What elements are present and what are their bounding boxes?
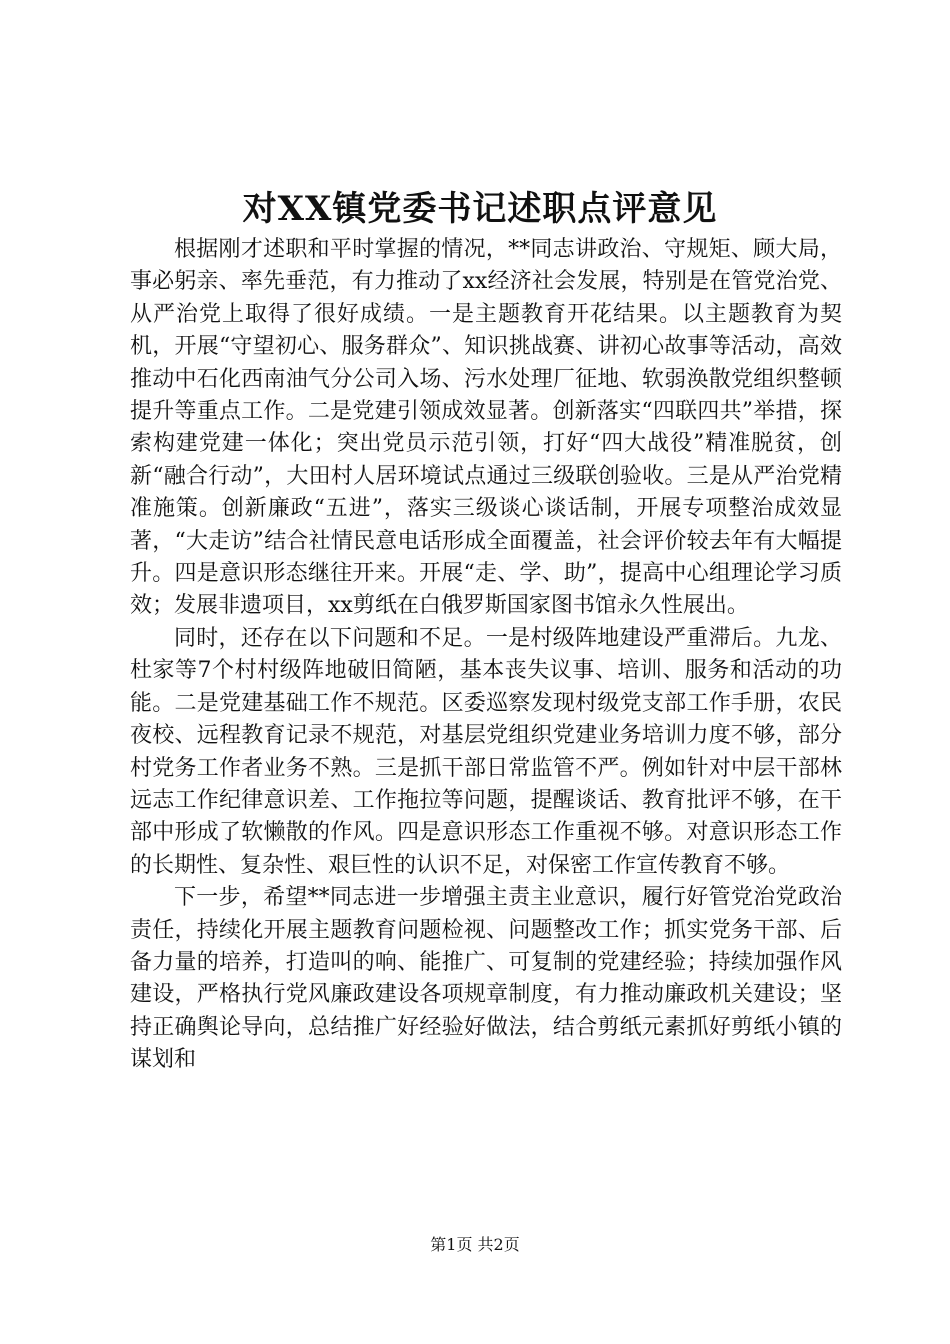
document-body	[130, 234, 842, 1077]
document-title: 对XX镇党委书记述职点评意见	[242, 189, 718, 229]
paragraph-achievements: 根据刚才述职和平时掌握的情况，**同志讲政治、守规矩、顾大局，事必躬亲、率先垂范，有力推动了xx经济社会发展，特别是在管党治党、从严治党上取得了很好成绩。一是主题教育开花结果。以主题教育为契机，开展“守望初心、服务群众”、知识挑战赛、讲初心故事等活动，高效推动中石化西南油气分公司入场、污水处理厂征地、软弱涣散党组织整顿提升等重点工作。二是党建引领成效显著。创新落实“四联四共”举措，探索构建党建一体化；突出党员示范引领，打好“四大战役”精准脱贫，创新“融合行动”，大田村人居环境试点通过三级联创验收。三是从严治党精准施策。创新廉政“五进”，落实三级谈心谈话制，开展专项整治成效显著，“大走访”结合社情民意电话形成全面覆盖，社会评价较去年有大幅提升。四是意识形态继往开来。开展“走、学、助”，提高中心组理论学习质效；发展非遗项目，xx剪纸在白俄罗斯国家图书馆永久性展出。	[130, 237, 842, 619]
page-number-footer: 第1页 共2页	[430, 1235, 520, 1254]
paragraph-problems: 同时，还存在以下问题和不足。一是村级阵地建设严重滞后。九龙、杜家等7个村村级阵地破旧简陋，基本丧失议事、培训、服务和活动的功能。二是党建基础工作不规范。区委巡察发现村级党支部工作手册，农民夜校、远程教育记录不规范，对基层党组织党建业务培训力度不够，部分村党务工作者业务不熟。三是抓干部日常监管不严。例如针对中层干部林远志工作纪律意识差、工作拖拉等问题，提醒谈话、教育批评不够，在干部中形成了软懒散的作风。四是意识形态工作重视不够。对意识形态工作的长期性、复杂性、艰巨性的认识不足，对保密工作宣传教育不够。	[130, 625, 842, 878]
paragraph-next-steps: 下一步，希望**同志进一步增强主责主业意识，履行好管党治党政治责任，持续化开展主题教育问题检视、问题整改工作；抓实党务干部、后备力量的培养，打造叫的响、能推广、可复制的党建经验；持续加强作风建设，严格执行党风廉政建设各项规章制度，有力推动廉政机关建设；坚持正确舆论导向，总结推广好经验好做法，结合剪纸元素抓好剪纸小镇的谋划和	[130, 885, 842, 1073]
